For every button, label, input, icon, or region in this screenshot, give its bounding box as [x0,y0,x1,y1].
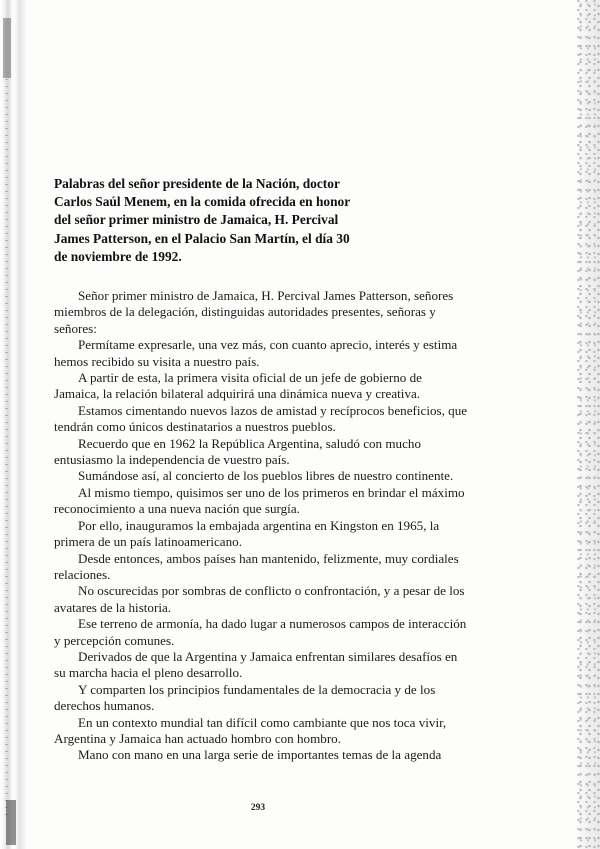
paragraph: En un contexto mundial tan difícil como cambiante que nos toca vivir, Argentina y Jamaica han actuado hombro con hombro. [54,714,447,746]
paragraph: Permítame expresarle, una vez más, con cuanto aprecio, interés y estima hemos recibido su visita a nuestro país. [54,337,458,369]
binding-edge [0,0,26,849]
paragraph: Recuerdo que en 1962 la República Argentina, saludó con mucho entusiasmo la independencia de vuestro país. [54,435,422,468]
paragraph: Derivados de que la Argentina y Jamaica enfrentan similares desafíos en su marcha hacia el pleno desarrollo. [54,648,458,681]
paragraph: Desde entonces, ambos países han mantenido, felizmente, muy cordiales relaciones. [54,550,459,582]
page-number: 293 [250,803,266,813]
paragraph: Por ello, inauguramos la embajada argentina en Kingston en 1965, la primera de un país latinoamericano. [54,517,440,550]
paragraph: Estamos cimentando nuevos lazos de amistad y recíprocos beneficios, que tendrán como únicos destinatarios a nuestros pueblos. [54,402,468,435]
paragraph: Y comparten los principios fundamentales de la democracia y de los derechos humanos. [54,681,436,714]
paragraph: Sumándose así, al concierto de los pueblos libres de nuestro continente. [78,468,454,484]
speech-heading: Palabras del señor presidente de la Nación, doctor Carlos Saúl Menem, en la comida ofrecida en honor del señor primer ministro de Jamaica, H. Percival James Patterson, en el Palacio San Martín, el día 30 de noviembre de 1992. [54,176,350,264]
page-edge-shadow [576,0,600,849]
paragraph: Ese terreno de armonía, ha dado lugar a numerosos campos de interacción y percepción comunes. [54,616,467,648]
paragraph: Mano con mano en una larga serie de importantes temas de la agenda [78,747,442,763]
paragraph: A partir de esta, la primera visita oficial de un jefe de gobierno de Jamaica, la relación bilateral adquirirá una dinámica nueva y creativa. [54,370,422,402]
binding-perforation [5,30,8,820]
speech-body [54,288,469,764]
paragraph: No oscurecidas por sombras de conflicto o confrontación, y a pesar de los avatares de la historia. [54,583,465,615]
paragraph: Señor primer ministro de Jamaica, H. Percival James Patterson, señores miembros de la delegación, distinguidas autoridades presentes, señoras y señores: [54,288,454,336]
paragraph: Al mismo tiempo, quisimos ser uno de los primeros en brindar el máximo reconocimiento a una nueva nación que surgía. [54,484,465,517]
